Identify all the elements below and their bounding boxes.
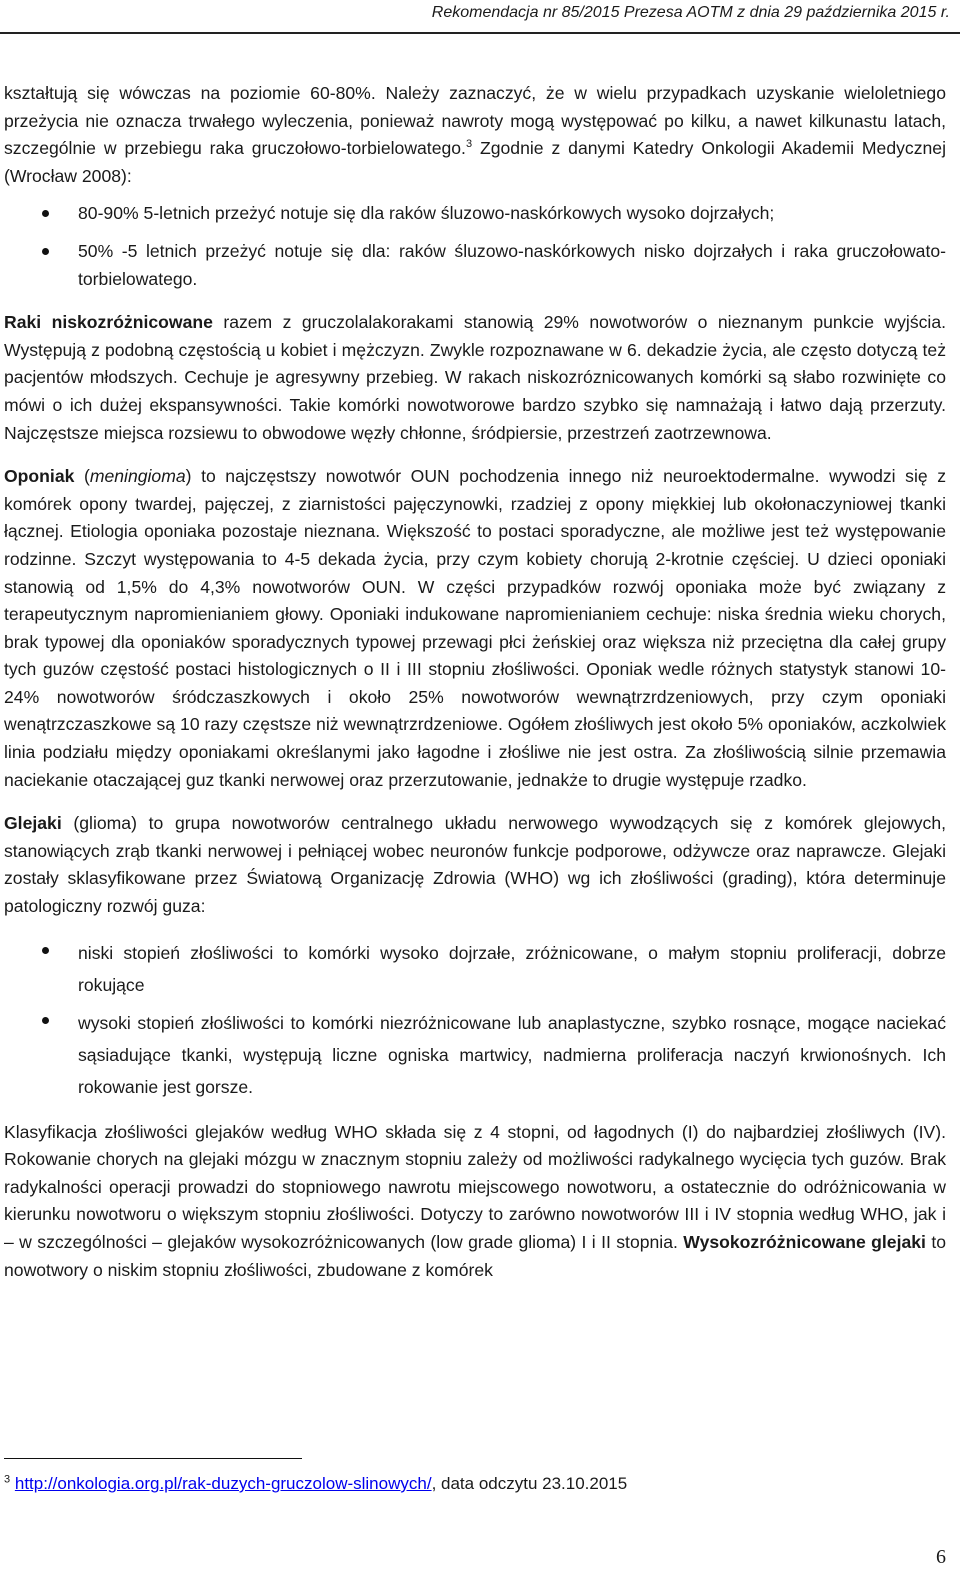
grading-list [4,937,946,1103]
list-item: 80-90% 5-letnich przeżyć notuje się dla raków śluzowo-naskórkowych wysoko dojrzałych; [4,200,946,228]
list-item: 50% -5 letnich przeżyć notuje się dla: raków śluzowo-naskórkowych nisko dojrzałych i raka gruczołowato-torbielowatego. [4,238,946,293]
page-number: 6 [936,1546,946,1568]
bullet-icon [42,210,49,217]
bullet-icon [42,1017,49,1024]
header-divider [0,32,960,34]
survival-list [4,200,946,293]
footnote-link[interactable]: http://onkologia.org.pl/rak-duzych-gruczolow-slinowych/ [14,1474,432,1493]
bullet-icon [42,248,49,255]
paragraph-raki: Raki niskozróżnicowane razem z gruczolalakorakami stanowią 29% nowotworów o nieznanym punkcie wyjścia. Występują z podobną częstością u kobiet i mężczyzn. Zwykle rozpoznawane w 6. dekadzie życia, ale często dotyczą też pacjentów młodszych. Cechuje je agresywny przebieg. W rakach niskozróznicowanych komórki są słabo rozwinięte co mówi o ich dużej ekspansywności. Takie komórki nowotworowe bardzo szybko się namnażają i łatwo dają przerzuty. Najczęstsze miejsca rozsiewu to obwodowe węzły chłonne, śródpiersie, przestrzeń zaotrzewnowa. [4,312,946,443]
footnote: $^3$ http://onkologia.org.pl/rak-duzych-gruczolow-slinowych/, data odczytu 23.10.2015 [4,1473,628,1493]
paragraph-survival: kształtują się wówczas na poziomie 60-80%. Należy zaznaczyć, że w wielu przypadkach uzyskanie wieloletniego przeżycia nie oznacza trwałego wyleczenia, ponieważ nawroty mogą występować po kilku, a nawet kilkunastu latach, szczególnie w przebiegu raka gruczołowo-torbielowatego.$^3$ Zgodnie z danymi Katedry Onkologii Akademii Medycznej (Wrocław 2008): [4,83,946,186]
document-body [4,80,946,1300]
paragraph-klasyfikacja: Klasyfikacja złośliwości glejaków według WHO składa się z 4 stopni, od łagodnych (I) do najbardziej złośliwych (IV). Rokowanie chorych na glejaki mózgu w znacznym stopniu zależy od możliwości radykalnego wycięcia tych guzów. Brak radykalności operacji prowadzi do stopniowego nawrotu miejscowego nowotworu, a ostatecznie do odróżnicowania w kierunku nowotworu o większym stopniu złośliwości. Dotyczy to zarówno nowotworów III i IV stopnia według WHO, jak i – w szczególności – glejaków wysokozróżnicowanych (low grade glioma) I i II stopnia. Wysokozróżnicowane glejaki to nowotwory o niskim stopniu złośliwości, zbudowane z komórek [4,1121,946,1280]
paragraph-oponiak: Oponiak (meningioma) to najczęstszy nowotwór OUN pochodzenia innego niż neuroektodermalne. wywodzi się z komórek opony twardej, pajęczej, z ziarnistości pajęczynowki, rzadziej z opony miękkiej lub okołonaczyniowej tkanki łącznej. Etiologia oponiaka pozostaje nieznana. Większość to postaci sporadyczne, ale możliwe jest też występowanie rodzinne. Szczyt występowania to 4-5 dekada życia, przy czym kobiety chorują 2-krotnie częściej. U dzieci oponiaki stanowią od 1,5% do 4,3% nowotworów OUN. W części przypadków rozwój oponiaka może być związany z terapeutycznym napromienianiem głowy. Oponiaki indukowane napromienianiem cechuje: niska średnia wieku chorych, brak typowej dla oponiaków sporadycznych typowej przewagi płci żeńskiej oraz większa niż przeciętna dla całej grupy tych guzów częstość postaci histologicznych o II i III stopniu złośliwości. Oponiak wedle różnych statystyk stanowi 10-24% nowotworów śródczaszkowych i około 25% nowotworów wewnątrzrdzeniowych, przy czym oponiaki wenątrzczaszkowe są 10 razy częstsze niż wewnątrzrdzeniowe. Ogółem złośliwych jest około 5% oponiaków, aczkolwiek linia podziału między oponiakami określanymi jako łagodne i złośliwe nie jest ostra. Za złośliwością silnie przemawia naciekanie otaczającej guz tkanki nerwowej oraz przerzutowanie, jednakże to drugie występuje rzadko. [4,466,946,790]
footnote-ref[interactable]: 3 [465,138,473,151]
list-item: wysoki stopień złośliwości to komórki niezróżnicowane lub anaplastyczne, szybko rosnące, mogące naciekać sąsiadujące tkanki, występują liczne ogniska martwicy, nadmierna proliferacja naczyń krwionośnych. Ich rokowanie jest gorsze. [4,1007,946,1103]
paragraph-glejaki: Glejaki (glioma) to grupa nowotworów centralnego układu nerwowego wywodzących się z komórek glejowych, stanowiących zrąb tkanki nerwowej i pełniącej wobec neuronów funkcje podporowe, odżywcze oraz naprawcze. Glejaki zostały sklasyfikowane przez Światową Organizację Zdrowia (WHO) wg ich złośliwości (grading), która determinuje patologiczny rozwój guza: [4,813,946,917]
list-item: niski stopień złośliwości to komórki wysoko dojrzałe, zróżnicowane, o małym stopniu proliferacji, dobrze rokujące [4,937,946,1001]
document-header: Rekomendacja nr 85/2015 Prezesa AOTM z dnia 29 października 2015 r. [431,4,950,21]
footnote-number: 3 [4,1473,11,1486]
bullet-icon [42,947,49,954]
footnote-divider [4,1458,302,1459]
